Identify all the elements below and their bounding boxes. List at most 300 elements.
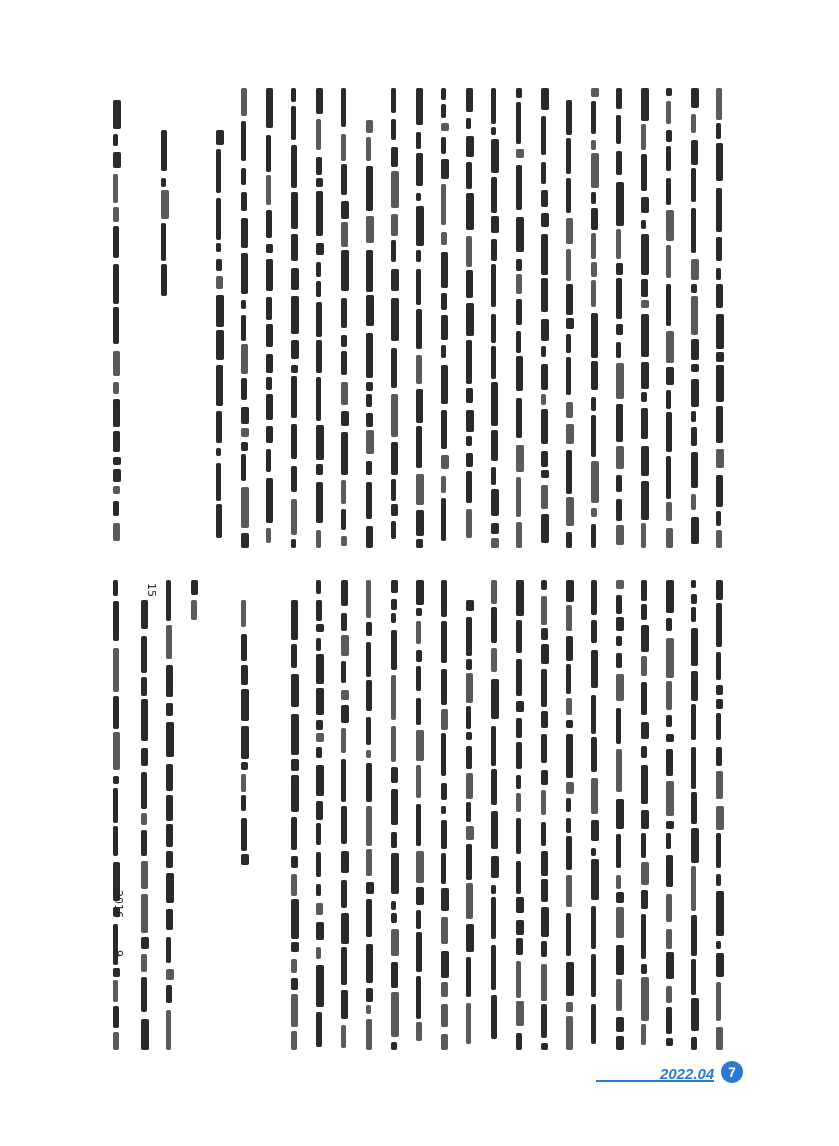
- glyph-word: [291, 942, 299, 952]
- glyph-word: [641, 580, 647, 601]
- glyph-word: [666, 952, 674, 979]
- glyph-word: [441, 123, 449, 131]
- glyph-word: [441, 159, 449, 179]
- glyph-word: [266, 377, 272, 390]
- glyph-word: [641, 810, 649, 829]
- glyph-word: [666, 528, 673, 548]
- glyph-word: [516, 398, 522, 438]
- glyph-word: [241, 253, 248, 294]
- glyph-word: [566, 249, 571, 281]
- glyph-word: [366, 413, 373, 427]
- glyph-word: [641, 914, 646, 959]
- glyph-word: [516, 102, 521, 144]
- glyph-word: [466, 162, 472, 189]
- upper-text-column: [112, 100, 122, 548]
- glyph-word: [316, 191, 323, 236]
- glyph-word: [666, 245, 671, 278]
- glyph-word: [191, 580, 198, 595]
- glyph-word: [291, 714, 299, 755]
- glyph-word: [416, 666, 421, 691]
- glyph-word: [566, 284, 573, 315]
- lower-text-column: [290, 600, 300, 1050]
- glyph-word: [366, 216, 374, 243]
- glyph-word: [466, 706, 471, 729]
- glyph-word: [166, 703, 173, 716]
- glyph-word: [341, 990, 348, 1019]
- glyph-word: [166, 580, 171, 621]
- glyph-word: [316, 281, 321, 297]
- glyph-word: [566, 913, 571, 956]
- glyph-word: [291, 644, 297, 668]
- glyph-word: [291, 424, 297, 459]
- glyph-word: [541, 964, 547, 1001]
- glyph-word: [616, 229, 621, 259]
- glyph-word: [691, 296, 698, 335]
- glyph-word: [541, 234, 548, 275]
- glyph-word: [591, 233, 596, 259]
- glyph-word: [641, 656, 647, 676]
- glyph-word: [241, 762, 248, 770]
- glyph-word: [516, 477, 521, 517]
- glyph-word: [491, 769, 497, 805]
- glyph-word: [691, 339, 699, 360]
- glyph-word: [566, 1016, 573, 1050]
- glyph-word: [541, 644, 549, 664]
- glyph-word: [516, 775, 521, 789]
- glyph-word: [241, 689, 249, 721]
- glyph-word: [291, 466, 297, 492]
- glyph-word: [241, 442, 248, 451]
- glyph-word: [541, 346, 546, 357]
- glyph-word: [716, 652, 721, 680]
- glyph-word: [716, 188, 722, 232]
- glyph-word: [616, 945, 624, 975]
- glyph-word: [716, 713, 721, 740]
- glyph-word: [591, 906, 596, 949]
- glyph-word: [291, 959, 297, 973]
- glyph-word: [666, 390, 671, 409]
- glyph-word: [691, 494, 696, 510]
- glyph-word: [441, 455, 449, 469]
- glyph-word: [416, 206, 424, 246]
- glyph-word: [416, 269, 421, 305]
- glyph-word: [666, 715, 672, 727]
- glyph-word: [691, 671, 698, 701]
- glyph-word: [616, 88, 622, 109]
- glyph-word: [591, 88, 599, 97]
- glyph-word: [441, 733, 446, 776]
- glyph-word: [291, 296, 299, 334]
- glyph-word: [441, 184, 446, 225]
- lower-text-column: [390, 580, 400, 1050]
- glyph-word: [666, 638, 674, 678]
- glyph-word: [616, 674, 624, 701]
- glyph-word: [416, 698, 421, 725]
- glyph-word: [291, 817, 297, 850]
- glyph-word: [616, 595, 622, 614]
- glyph-word: [416, 426, 422, 468]
- glyph-word: [716, 941, 721, 949]
- glyph-word: [416, 193, 421, 201]
- glyph-word: [641, 833, 646, 858]
- glyph-word: [366, 580, 371, 618]
- glyph-word: [491, 811, 498, 849]
- glyph-word: [491, 177, 497, 213]
- glyph-word: [366, 526, 373, 548]
- glyph-word: [416, 932, 422, 972]
- glyph-word: [266, 259, 273, 291]
- glyph-word: [366, 680, 372, 711]
- glyph-word: [141, 861, 148, 889]
- glyph-word: [416, 510, 424, 536]
- glyph-word: [566, 357, 571, 395]
- glyph-word: [341, 201, 349, 219]
- glyph-word: [141, 636, 147, 673]
- glyph-word: [216, 149, 221, 193]
- glyph-word: [366, 750, 371, 758]
- glyph-word: [491, 346, 496, 379]
- glyph-word: [691, 792, 697, 824]
- lower-text-column: [490, 580, 500, 1050]
- glyph-word: [416, 1022, 422, 1041]
- glyph-word: [691, 259, 699, 280]
- glyph-word: [616, 636, 622, 646]
- glyph-word: [441, 621, 447, 663]
- glyph-word: [641, 977, 649, 1021]
- upper-text-column: [215, 130, 225, 548]
- lower-text-column: [240, 600, 250, 870]
- glyph-word: [416, 250, 421, 262]
- glyph-word: [391, 613, 396, 623]
- glyph-word: [391, 726, 396, 762]
- glyph-word: [591, 415, 596, 457]
- glyph-word: [266, 88, 273, 128]
- glyph-word: [666, 986, 672, 1003]
- glyph-word: [566, 580, 574, 602]
- glyph-word: [466, 340, 472, 384]
- glyph-word: [266, 449, 271, 472]
- glyph-word: [241, 315, 246, 341]
- glyph-word: [441, 345, 446, 358]
- glyph-word: [541, 580, 547, 590]
- glyph-word: [691, 168, 696, 202]
- glyph-word: [591, 313, 598, 358]
- glyph-word: [316, 377, 321, 421]
- glyph-word: [316, 580, 321, 594]
- glyph-word: [591, 397, 596, 411]
- glyph-word: [391, 214, 398, 236]
- glyph-word: [591, 1004, 596, 1044]
- glyph-word: [216, 130, 224, 145]
- lower-text-column: [615, 580, 625, 1050]
- glyph-word: [516, 742, 522, 769]
- glyph-word: [616, 324, 623, 335]
- glyph-word: [516, 938, 523, 955]
- glyph-word: [291, 106, 296, 140]
- glyph-word: [366, 988, 373, 1002]
- glyph-word: [291, 145, 297, 188]
- glyph-word: [541, 190, 548, 207]
- glyph-word: [141, 677, 147, 696]
- inline-number-15: 15: [145, 583, 158, 597]
- glyph-word: [566, 664, 571, 694]
- glyph-word: [191, 600, 197, 620]
- glyph-word: [591, 262, 597, 277]
- glyph-word: [541, 394, 546, 405]
- glyph-word: [341, 509, 346, 530]
- glyph-word: [666, 502, 672, 521]
- glyph-word: [341, 382, 348, 405]
- glyph-word: [566, 532, 572, 548]
- glyph-word: [691, 379, 699, 407]
- glyph-word: [266, 394, 273, 420]
- upper-text-column: [590, 88, 600, 548]
- glyph-word: [716, 806, 724, 830]
- lower-text-column: [515, 580, 525, 1050]
- glyph-word: [716, 352, 724, 362]
- glyph-word: [666, 855, 673, 887]
- glyph-word: [341, 432, 348, 475]
- glyph-word: [141, 699, 148, 741]
- glyph-word: [341, 947, 347, 985]
- glyph-word: [641, 446, 649, 476]
- glyph-word: [441, 853, 446, 884]
- glyph-word: [166, 937, 171, 963]
- glyph-word: [541, 879, 548, 902]
- glyph-word: [316, 262, 321, 277]
- glyph-word: [541, 470, 549, 478]
- glyph-word: [113, 264, 119, 304]
- glyph-word: [591, 695, 596, 734]
- glyph-word: [566, 402, 573, 418]
- glyph-word: [541, 319, 549, 341]
- glyph-word: [316, 884, 321, 896]
- glyph-word: [266, 354, 273, 373]
- glyph-word: [516, 961, 521, 998]
- glyph-word: [316, 600, 322, 621]
- glyph-word: [391, 992, 399, 1037]
- glyph-word: [241, 600, 246, 627]
- glyph-word: [113, 469, 121, 482]
- glyph-word: [466, 236, 472, 267]
- inline-number-2016: 2016: [112, 890, 125, 918]
- glyph-word: [541, 278, 548, 312]
- glyph-word: [716, 953, 724, 977]
- glyph-word: [266, 210, 272, 238]
- glyph-word: [616, 708, 621, 744]
- glyph-word: [466, 826, 474, 840]
- glyph-word: [341, 851, 349, 873]
- glyph-word: [391, 789, 398, 825]
- glyph-word: [141, 937, 149, 949]
- lower-text-column: [365, 580, 375, 1050]
- glyph-word: [291, 340, 299, 359]
- glyph-word: [591, 101, 596, 134]
- glyph-word: [113, 486, 120, 494]
- glyph-word: [541, 364, 548, 390]
- lower-text-column: [340, 580, 350, 1050]
- glyph-word: [516, 897, 524, 913]
- glyph-word: [541, 1043, 548, 1050]
- glyph-word: [666, 618, 672, 631]
- glyph-word: [716, 475, 723, 507]
- glyph-word: [166, 1010, 171, 1050]
- glyph-word: [716, 982, 721, 1021]
- issue-date: 2022.04: [660, 1066, 715, 1083]
- glyph-word: [491, 945, 496, 990]
- glyph-word: [366, 763, 372, 802]
- glyph-word: [691, 580, 696, 588]
- glyph-word: [541, 451, 548, 467]
- glyph-word: [716, 530, 722, 548]
- glyph-word: [366, 849, 372, 876]
- glyph-word: [541, 669, 547, 707]
- glyph-word: [216, 198, 221, 240]
- lower-text-column: [640, 580, 650, 1050]
- glyph-word: [416, 132, 421, 149]
- glyph-word: [291, 1031, 297, 1050]
- glyph-word: [441, 232, 447, 245]
- glyph-word: [113, 696, 119, 729]
- glyph-word: [241, 774, 246, 792]
- glyph-word: [391, 1042, 397, 1050]
- upper-text-column: [415, 88, 425, 548]
- glyph-word: [266, 297, 272, 320]
- glyph-word: [161, 178, 166, 187]
- glyph-word: [416, 730, 424, 761]
- glyph-word: [141, 830, 147, 856]
- glyph-word: [491, 726, 496, 766]
- glyph-word: [591, 737, 597, 772]
- glyph-word: [166, 722, 174, 757]
- glyph-word: [616, 799, 624, 829]
- glyph-word: [291, 192, 298, 229]
- glyph-word: [241, 487, 249, 528]
- glyph-word: [341, 164, 347, 195]
- glyph-word: [113, 457, 121, 465]
- glyph-word: [641, 154, 647, 191]
- lower-text-column: [465, 600, 475, 1050]
- glyph-word: [716, 88, 722, 120]
- glyph-word: [113, 580, 118, 596]
- glyph-word: [366, 166, 373, 211]
- glyph-word: [641, 765, 648, 804]
- glyph-word: [516, 920, 524, 935]
- glyph-word: [266, 175, 271, 205]
- glyph-word: [591, 153, 599, 188]
- glyph-word: [166, 909, 173, 930]
- glyph-word: [691, 704, 696, 740]
- glyph-word: [366, 382, 373, 391]
- glyph-word: [241, 818, 247, 851]
- glyph-word: [666, 284, 671, 326]
- glyph-word: [241, 192, 247, 211]
- glyph-word: [666, 412, 672, 452]
- glyph-word: [466, 303, 474, 336]
- glyph-word: [216, 276, 223, 289]
- glyph-word: [641, 1024, 646, 1045]
- glyph-word: [541, 711, 548, 728]
- glyph-word: [416, 851, 424, 883]
- glyph-word: [316, 302, 322, 337]
- glyph-word: [441, 951, 449, 978]
- glyph-word: [391, 240, 396, 262]
- glyph-word: [113, 980, 118, 1002]
- glyph-word: [591, 580, 597, 615]
- glyph-word: [516, 522, 522, 548]
- glyph-word: [366, 944, 373, 983]
- glyph-word: [641, 625, 649, 652]
- glyph-word: [591, 461, 599, 503]
- glyph-word: [241, 218, 248, 248]
- glyph-word: [266, 135, 271, 172]
- glyph-word: [391, 832, 397, 848]
- glyph-word: [216, 504, 222, 538]
- glyph-word: [541, 851, 548, 876]
- glyph-word: [161, 264, 167, 296]
- glyph-word: [516, 165, 522, 210]
- glyph-word: [366, 882, 374, 894]
- lower-text-column: [715, 580, 725, 1050]
- glyph-word: [341, 705, 349, 723]
- glyph-word: [291, 539, 296, 548]
- glyph-word: [266, 426, 273, 443]
- upper-text-column: [365, 120, 375, 548]
- glyph-word: [113, 382, 119, 394]
- glyph-word: [466, 732, 472, 740]
- inline-number-9: 9: [112, 950, 125, 957]
- glyph-word: [516, 299, 522, 325]
- glyph-word: [716, 365, 724, 402]
- glyph-word: [491, 88, 496, 124]
- glyph-word: [491, 489, 499, 516]
- glyph-word: [341, 411, 349, 426]
- glyph-word: [616, 342, 621, 358]
- glyph-word: [616, 907, 624, 938]
- glyph-word: [141, 748, 148, 766]
- glyph-word: [641, 88, 649, 121]
- glyph-word: [566, 734, 573, 778]
- glyph-word: [291, 376, 297, 418]
- glyph-word: [416, 539, 423, 548]
- glyph-word: [641, 362, 649, 389]
- glyph-word: [491, 607, 497, 643]
- glyph-word: [716, 314, 724, 349]
- glyph-word: [366, 899, 372, 937]
- glyph-word: [291, 899, 299, 939]
- glyph-word: [316, 88, 323, 114]
- glyph-word: [541, 734, 547, 763]
- glyph-word: [666, 130, 672, 142]
- upper-text-column: [565, 100, 575, 548]
- glyph-word: [691, 452, 698, 488]
- glyph-word: [366, 394, 372, 407]
- glyph-word: [113, 968, 120, 977]
- glyph-word: [441, 88, 446, 100]
- glyph-word: [316, 638, 321, 651]
- glyph-word: [666, 178, 671, 205]
- glyph-word: [641, 279, 648, 297]
- glyph-word: [616, 151, 622, 175]
- glyph-word: [391, 88, 396, 113]
- glyph-word: [366, 806, 372, 846]
- glyph-word: [416, 887, 424, 905]
- glyph-word: [616, 1017, 624, 1032]
- glyph-word: [591, 848, 596, 856]
- lower-text-column: [190, 580, 200, 620]
- glyph-word: [291, 759, 299, 771]
- upper-text-column: [390, 88, 400, 548]
